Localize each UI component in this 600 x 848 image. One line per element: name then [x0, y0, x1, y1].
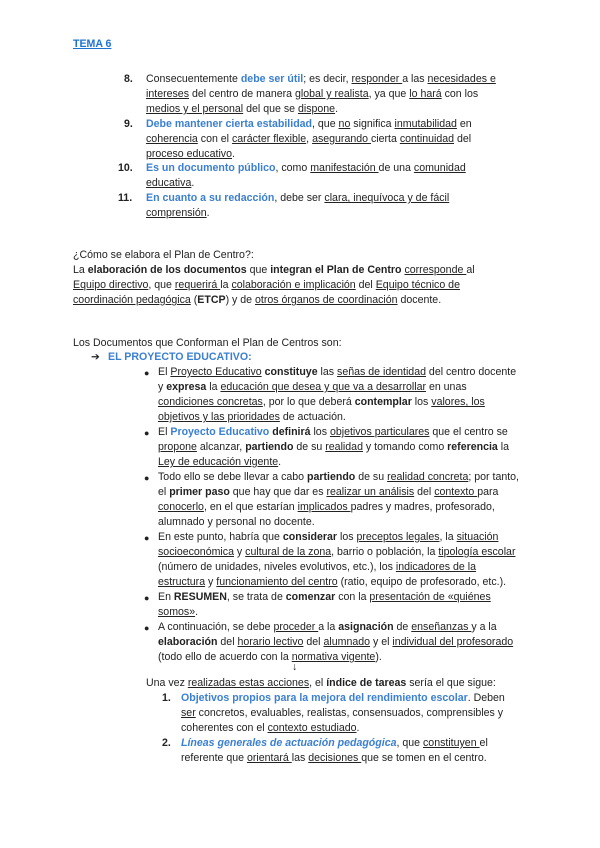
text-segment: responder [351, 73, 403, 85]
text-segment: constituyen [423, 737, 480, 749]
text-segment: lo hará [409, 88, 442, 100]
text-segment: coordinación pedagógica [73, 294, 191, 306]
text-segment: objetivos particulares [329, 426, 430, 438]
text-segment: , que [148, 279, 175, 291]
text-segment: ser [181, 707, 196, 719]
text-segment: de actuación. [279, 411, 346, 423]
text-segment: A continuación, se debe [158, 621, 274, 633]
text-segment: . [356, 722, 360, 734]
text-segment: referencia [447, 441, 498, 453]
text-segment: funcionamiento del centro [216, 576, 338, 588]
text-line [158, 395, 516, 410]
text-segment: el [158, 486, 170, 498]
text-segment: con la [335, 591, 370, 603]
text-segment: enseñanzas [411, 621, 472, 633]
text-segment: que [246, 264, 271, 276]
text-line [146, 72, 496, 87]
bullet-text [158, 530, 515, 590]
text-segment: El [158, 366, 171, 378]
section-question: ¿Cómo se elabora el Plan de Centro?: [73, 249, 254, 261]
text-segment: condiciones concretas [158, 396, 263, 408]
text-segment: docente. [397, 294, 442, 306]
text-segment: orientará [246, 752, 292, 764]
text-segment: y [158, 381, 167, 393]
text-segment: asignación [338, 621, 394, 633]
text-segment: Debe mantener cierta estabilidad [146, 118, 313, 130]
text-segment: , [306, 133, 313, 145]
list-item-text [146, 161, 466, 191]
page-header-title: TEMA 6 [73, 38, 112, 50]
text-segment: manifestación [310, 162, 379, 174]
text-segment: de [393, 621, 412, 633]
text-line [73, 278, 475, 293]
text-segment: carácter flexible [231, 133, 307, 145]
text-segment: del [355, 279, 376, 291]
text-segment: . [206, 207, 210, 219]
text-segment: ). [375, 651, 382, 663]
text-segment: ) y de [225, 294, 256, 306]
text-line [146, 176, 466, 191]
text-segment: . [195, 606, 199, 618]
text-segment: , barrio o población, la [331, 546, 439, 558]
text-segment: presentación de «quiénes [369, 591, 491, 603]
list-item-text [146, 72, 496, 117]
text-segment: definirá [272, 426, 311, 438]
text-segment: para [477, 486, 499, 498]
text-segment: Proyecto Educativo [170, 426, 270, 438]
task-number: 1. [162, 692, 171, 704]
bullet-dot-icon: ● [144, 533, 150, 543]
text-line [158, 515, 519, 530]
bullet-text [158, 470, 519, 530]
text-segment: al [466, 264, 475, 276]
text-segment: elaboración [158, 636, 218, 648]
text-segment: coherencia [146, 133, 198, 145]
text-segment: Proyecto Educativo [170, 366, 262, 378]
text-segment: que se tomen en el centro. [361, 752, 487, 764]
text-line [146, 132, 472, 147]
text-segment: comenzar [285, 591, 336, 603]
text-segment: somos» [158, 606, 196, 618]
text-segment: global y realista [295, 88, 369, 100]
text-segment: partiendo [307, 471, 356, 483]
text-segment: propone [158, 441, 197, 453]
bullet-dot-icon: ● [144, 593, 150, 603]
bullet-text [158, 620, 513, 665]
text-segment: padres y madres, profesorado, [350, 501, 495, 513]
text-segment: y [205, 576, 217, 588]
text-segment: realizar un análisis [326, 486, 415, 498]
text-line [181, 691, 505, 706]
tasks-intro [146, 676, 496, 691]
text-segment: . [191, 177, 195, 189]
text-segment: y [233, 546, 246, 558]
text-line [158, 500, 519, 515]
text-segment: contexto estudiado [267, 722, 357, 734]
text-segment: En este punto, habría que [158, 531, 283, 543]
text-line [158, 650, 513, 665]
text-segment: dispone [297, 103, 336, 115]
text-segment: señas de identidad [337, 366, 426, 378]
text-line [73, 293, 475, 308]
text-segment: del centro docente [425, 366, 517, 378]
documents-section-heading: Los Documentos que Conforman el Plan de Centros son: [73, 337, 342, 349]
text-segment: clara, inequívoca y de fácil [324, 192, 450, 204]
text-segment: del [303, 636, 324, 648]
text-segment: colaboración e implicación [231, 279, 356, 291]
text-segment: indicadores de la [395, 561, 477, 573]
text-segment: del centro de manera [189, 88, 295, 100]
text-segment: necesidades e [427, 73, 496, 85]
text-segment: con el [197, 133, 232, 145]
text-line [158, 620, 513, 635]
text-segment: preceptos legales [356, 531, 440, 543]
text-line [158, 455, 509, 470]
text-segment: , en el que estarían [203, 501, 298, 513]
text-segment: comunidad [413, 162, 466, 174]
text-segment: proceso educativo [146, 148, 232, 160]
elaboration-section [73, 248, 475, 308]
text-line [158, 530, 515, 545]
text-segment: y el [370, 636, 393, 648]
text-segment: ETCP [197, 294, 226, 306]
text-segment: a la [318, 621, 339, 633]
text-segment: ; por tanto, [468, 471, 520, 483]
text-segment: , como [275, 162, 311, 174]
text-segment: valores, los [431, 396, 485, 408]
text-line [158, 425, 509, 440]
text-segment: (número de unidades, niveles evolutivos, etc.), los [158, 561, 396, 573]
task-text [181, 691, 505, 736]
text-segment: cultural de la zona [245, 546, 332, 558]
text-line [146, 147, 472, 162]
text-segment: con los [441, 88, 479, 100]
text-segment: ; es decir, [303, 73, 352, 85]
text-segment: realidad concreta [387, 471, 469, 483]
text-segment: asegurando [312, 133, 371, 145]
arrow-down-icon: ↓ [292, 661, 298, 673]
text-segment: Todo ello se debe llevar a cabo [158, 471, 307, 483]
text-segment: otros órganos de coordinación [255, 294, 398, 306]
text-segment: decisiones [308, 752, 362, 764]
text-segment: las [317, 366, 338, 378]
text-line [158, 590, 491, 605]
list-number: 9. [124, 118, 133, 130]
text-segment: y a la [471, 621, 497, 633]
text-segment: en [456, 118, 472, 130]
text-line [146, 676, 496, 691]
text-segment: . [335, 103, 339, 115]
text-segment: estructura [158, 576, 206, 588]
text-line [146, 191, 449, 206]
text-segment: la [497, 441, 510, 453]
text-line [181, 751, 488, 766]
text-line [158, 440, 509, 455]
text-segment: los [411, 396, 432, 408]
list-item-text [146, 191, 449, 221]
text-segment: intereses [146, 88, 189, 100]
text-segment: implicados [297, 501, 351, 513]
bullet-dot-icon: ● [144, 428, 150, 438]
text-segment: socioeconómica [158, 546, 234, 558]
text-segment: cierta [370, 133, 400, 145]
task-text [181, 736, 488, 766]
text-segment: la [220, 279, 232, 291]
text-segment: integran el Plan de Centro [270, 264, 402, 276]
text-segment: Consecuentemente [146, 73, 241, 85]
text-line [158, 545, 515, 560]
text-line [158, 635, 513, 650]
bullet-text [158, 590, 491, 620]
text-segment: objetivos y las prioridades [158, 411, 280, 423]
text-segment: medios y el personal [146, 103, 244, 115]
text-line [158, 575, 515, 590]
text-segment: las [291, 752, 309, 764]
text-segment: alumnado [323, 636, 371, 648]
text-segment: contemplar [354, 396, 412, 408]
text-segment: educativa [146, 177, 192, 189]
text-segment: (ratio, equipo de profesorado, etc.). [337, 576, 507, 588]
task-number: 2. [162, 737, 171, 749]
text-segment: partiendo [245, 441, 294, 453]
text-segment: de una [378, 162, 414, 174]
text-segment: Es un documento público [146, 162, 276, 174]
text-segment: , que [396, 737, 423, 749]
project-subheading: EL PROYECTO EDUCATIVO: [108, 351, 252, 363]
list-number: 11. [118, 192, 133, 204]
text-segment: Equipo directivo [73, 279, 149, 291]
text-segment: En [158, 591, 174, 603]
text-segment: , que [312, 118, 339, 130]
text-segment: debe ser útil [240, 73, 304, 85]
text-line [181, 736, 488, 751]
text-segment: , el [309, 677, 327, 689]
text-segment: , debe ser [274, 192, 325, 204]
text-line [158, 380, 516, 395]
text-segment: considerar [282, 531, 338, 543]
bullet-dot-icon: ● [144, 368, 150, 378]
arrow-right-icon: ➔ [91, 351, 100, 363]
text-segment: de su [293, 441, 326, 453]
list-number: 8. [124, 73, 133, 85]
text-segment: continuidad [399, 133, 455, 145]
text-line [146, 117, 472, 132]
text-segment: , se trata de [226, 591, 286, 603]
text-segment: requerirá [174, 279, 221, 291]
text-line [181, 706, 505, 721]
text-segment: alumnado y personal no docente. [158, 516, 315, 528]
text-segment: primer paso [169, 486, 230, 498]
text-segment: de su [355, 471, 388, 483]
text-segment: del [217, 636, 238, 648]
text-line [146, 161, 466, 176]
text-segment: . Deben [467, 692, 505, 704]
text-line [158, 560, 515, 575]
text-segment: a las [402, 73, 428, 85]
text-segment: los [337, 531, 357, 543]
text-line [158, 365, 516, 380]
text-segment: educación que desea y que va a desarrollar [220, 381, 426, 393]
text-segment: concretos, evaluables, realistas, consensuados, comprensibles y [195, 707, 504, 719]
text-segment: ( [190, 294, 198, 306]
text-segment: expresa [166, 381, 207, 393]
text-segment: realizadas estas acciones [187, 677, 310, 689]
text-line [158, 485, 519, 500]
text-segment: comprensión [146, 207, 207, 219]
text-segment: La [73, 264, 88, 276]
text-segment: contexto [434, 486, 478, 498]
text-segment: Equipo técnico de [375, 279, 460, 291]
list-item-text [146, 117, 472, 162]
bullet-text [158, 365, 516, 425]
text-segment: proceder [273, 621, 319, 633]
text-segment: elaboración de los documentos [87, 264, 247, 276]
text-segment: constituye [264, 366, 318, 378]
text-segment: que hay que dar es [229, 486, 327, 498]
text-line [158, 605, 491, 620]
text-segment: Líneas generales de actuación pedagógica [181, 737, 397, 749]
text-segment: RESUMEN [173, 591, 227, 603]
text-segment: En cuanto a su redacción [146, 192, 275, 204]
text-segment: alcanzar, [196, 441, 246, 453]
text-segment: (todo ello de acuerdo con la [158, 651, 292, 663]
text-line [181, 721, 505, 736]
text-line [146, 87, 496, 102]
text-segment: el [479, 737, 488, 749]
text-segment: individual del profesorado [392, 636, 514, 648]
text-segment: referente que [181, 752, 247, 764]
text-segment: El [158, 426, 171, 438]
text-segment: corresponde [404, 264, 467, 276]
text-line [158, 470, 519, 485]
text-segment: en unas [426, 381, 467, 393]
text-segment: situación [456, 531, 499, 543]
text-segment: Objetivos propios para la mejora del rendimiento escolar [181, 692, 468, 704]
text-segment: , por lo que deberá [262, 396, 355, 408]
text-segment: del [414, 486, 435, 498]
text-segment: conocerlo [158, 501, 204, 513]
text-segment: . [231, 148, 235, 160]
text-segment: la [206, 381, 221, 393]
bullet-dot-icon: ● [144, 623, 150, 633]
text-line [146, 102, 496, 117]
text-segment: inmutabilidad [394, 118, 457, 130]
text-segment: del que se [243, 103, 298, 115]
text-segment: , la [439, 531, 457, 543]
text-segment: horario lectivo [237, 636, 304, 648]
text-segment: , ya que [368, 88, 410, 100]
text-segment: significa [350, 118, 395, 130]
text-segment: del [454, 133, 472, 145]
text-segment: . [278, 456, 282, 468]
text-segment: sería el que sigue: [406, 677, 496, 689]
bullet-dot-icon: ● [144, 473, 150, 483]
text-segment: Una vez [146, 677, 188, 689]
list-number: 10. [118, 162, 133, 174]
text-line [146, 206, 449, 221]
text-segment: no [338, 118, 351, 130]
text-segment: tipología escolar [438, 546, 516, 558]
text-segment: coherentes con el [181, 722, 268, 734]
text-segment: normativa vigente [291, 651, 376, 663]
text-line [73, 263, 475, 278]
text-line [158, 410, 516, 425]
text-segment: Ley de educación vigente [158, 456, 279, 468]
text-segment: los [310, 426, 330, 438]
text-segment: realidad [325, 441, 363, 453]
text-segment: índice de tareas [326, 677, 407, 689]
bullet-text [158, 425, 509, 470]
text-segment: que el centro se [429, 426, 508, 438]
text-segment: y tomando como [362, 441, 448, 453]
